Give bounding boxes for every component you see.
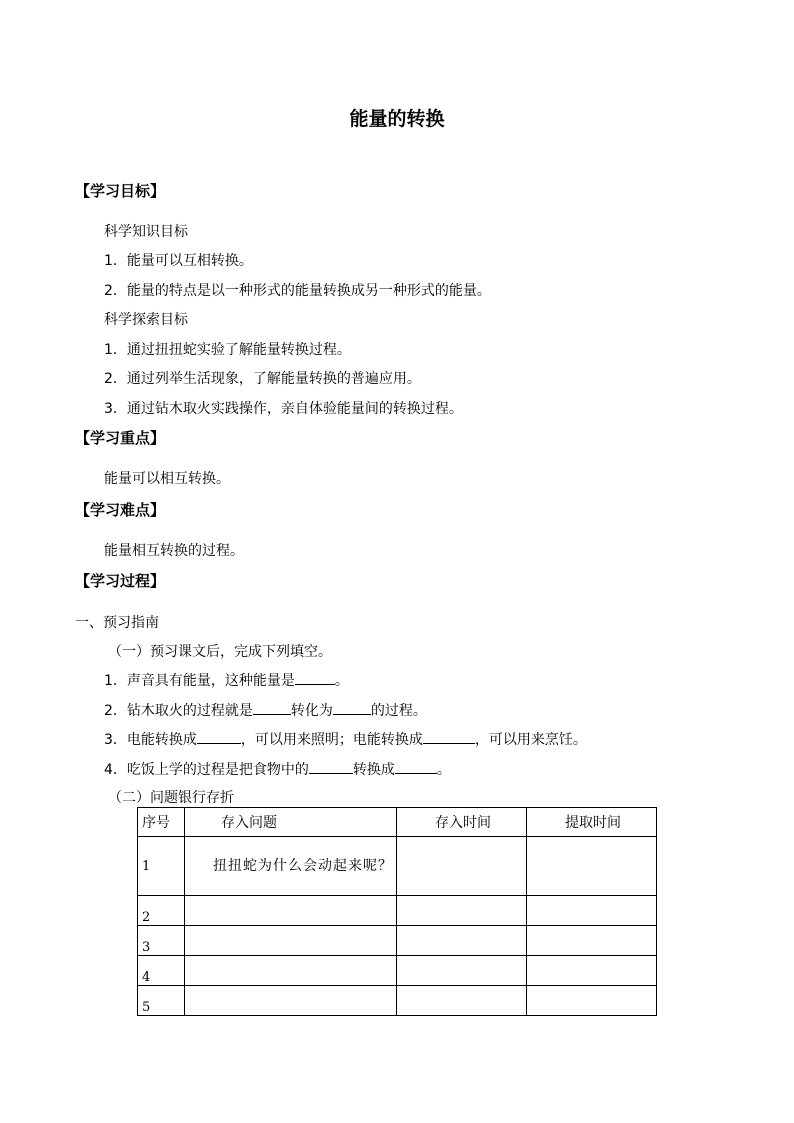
question-bank-table bbox=[137, 807, 657, 1016]
inquiry-objective-item: 3．通过钻木取火实践操作，亲自体验能量间的转换过程。 bbox=[104, 401, 463, 417]
question-text: 转化为 bbox=[290, 703, 333, 719]
knowledge-objective-item: 1．能量可以互相转换。 bbox=[104, 253, 253, 269]
deposit-time-cell[interactable] bbox=[397, 956, 527, 986]
section-heading-objectives: 【学习目标】 bbox=[75, 182, 166, 200]
question-text: 的过程。 bbox=[370, 703, 427, 719]
column-header-number: 序号 bbox=[138, 808, 185, 837]
key-point-text: 能量可以相互转换。 bbox=[104, 471, 230, 487]
section-heading-process: 【学习过程】 bbox=[75, 572, 166, 590]
withdraw-time-cell[interactable] bbox=[527, 896, 657, 926]
fill-question-3 bbox=[104, 729, 587, 749]
knowledge-objective-item: 2．能量的特点是以一种形式的能量转换成另一种形式的能量。 bbox=[104, 283, 491, 299]
section-heading-key-points: 【学习重点】 bbox=[75, 429, 166, 447]
question-text: 4．吃饭上学的过程是把食物中的 bbox=[104, 762, 309, 778]
page-title: 能量的转换 bbox=[349, 108, 445, 130]
inquiry-objective-item: 1．通过扭扭蛇实验了解能量转换过程。 bbox=[104, 342, 351, 358]
table-header-row bbox=[138, 808, 657, 837]
row-number: 4 bbox=[138, 956, 185, 986]
fill-question-2 bbox=[104, 700, 427, 720]
withdraw-time-cell[interactable] bbox=[527, 837, 657, 896]
inquiry-objective-item: 2．通过列举生活现象，了解能量转换的普遍应用。 bbox=[104, 371, 421, 387]
column-header-withdraw-time: 提取时间 bbox=[527, 808, 657, 837]
column-header-deposit-time: 存入时间 bbox=[397, 808, 527, 837]
table-row bbox=[138, 986, 657, 1016]
withdraw-time-cell[interactable] bbox=[527, 926, 657, 956]
question-text: 转换成 bbox=[352, 762, 395, 778]
question-cell[interactable]: 扭扭蛇为什么会动起来呢？ bbox=[185, 837, 397, 896]
question-text: ，可以用来烹饪。 bbox=[474, 732, 587, 748]
difficulty-text: 能量相互转换的过程。 bbox=[104, 543, 244, 559]
question-text: 1．声音具有能量，这种能量是 bbox=[104, 673, 295, 689]
inquiry-objective-label: 科学探索目标 bbox=[104, 312, 188, 328]
deposit-time-cell[interactable] bbox=[397, 837, 527, 896]
table-row bbox=[138, 926, 657, 956]
row-number: 2 bbox=[138, 896, 185, 926]
preview-subheading-fill: （一）预习课文后，完成下列填空。 bbox=[108, 644, 332, 660]
question-cell[interactable] bbox=[185, 986, 397, 1016]
question-text: 。 bbox=[436, 762, 451, 778]
table-row bbox=[138, 837, 657, 896]
question-cell[interactable] bbox=[185, 956, 397, 986]
answer-blank[interactable] bbox=[197, 729, 241, 744]
question-cell[interactable] bbox=[185, 896, 397, 926]
answer-blank[interactable] bbox=[295, 670, 335, 685]
row-number: 1 bbox=[138, 837, 185, 896]
question-text: ，可以用来照明；电能转换成 bbox=[240, 732, 423, 748]
table-row bbox=[138, 956, 657, 986]
fill-question-1 bbox=[104, 670, 349, 690]
row-number: 5 bbox=[138, 986, 185, 1016]
question-cell[interactable] bbox=[185, 926, 397, 956]
answer-blank[interactable] bbox=[423, 729, 475, 744]
answer-blank[interactable] bbox=[309, 759, 353, 774]
question-text: 2．钻木取火的过程就是 bbox=[104, 703, 253, 719]
fill-question-4 bbox=[104, 759, 451, 779]
answer-blank[interactable] bbox=[253, 700, 291, 715]
deposit-time-cell[interactable] bbox=[397, 896, 527, 926]
section-heading-difficulties: 【学习难点】 bbox=[75, 501, 166, 519]
table-row bbox=[138, 896, 657, 926]
preview-subheading-bank: （二）问题银行存折 bbox=[108, 790, 234, 806]
deposit-time-cell[interactable] bbox=[397, 926, 527, 956]
question-text: 3．电能转换成 bbox=[104, 732, 197, 748]
question-text: 。 bbox=[334, 673, 349, 689]
deposit-time-cell[interactable] bbox=[397, 986, 527, 1016]
row-number: 3 bbox=[138, 926, 185, 956]
withdraw-time-cell[interactable] bbox=[527, 986, 657, 1016]
answer-blank[interactable] bbox=[333, 700, 371, 715]
withdraw-time-cell[interactable] bbox=[527, 956, 657, 986]
column-header-question: 存入问题 bbox=[185, 808, 397, 837]
answer-blank[interactable] bbox=[395, 759, 437, 774]
preview-heading: 一、预习指南 bbox=[75, 615, 159, 631]
knowledge-objective-label: 科学知识目标 bbox=[104, 224, 188, 240]
